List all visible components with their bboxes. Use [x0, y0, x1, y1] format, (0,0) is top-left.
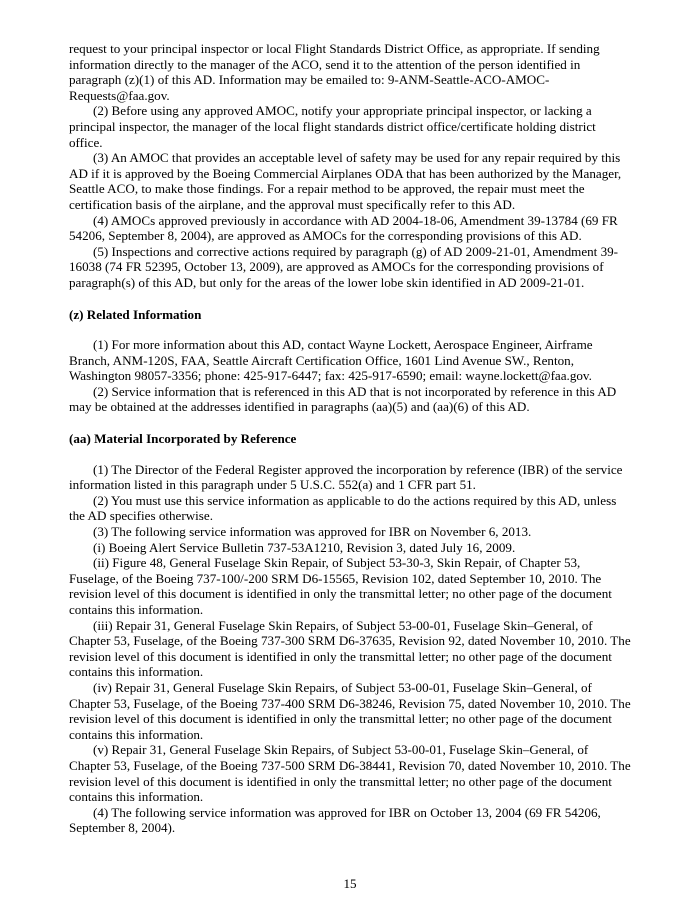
section-aa-heading: (aa) Material Incorporated by Reference: [69, 431, 297, 447]
page-number: 15: [343, 876, 357, 891]
section-z-heading: (z) Related Information: [69, 306, 202, 322]
paragraph-y-2: (2) Before using any approved AMOC, notify your appropriate principal inspector, or lacking a principal inspector, the manager of the local flight standards district office/certificate holding district office.: [69, 103, 596, 150]
paragraph-aa-2: (2) You must use this service information as applicable to do the actions required by this AD, unless the AD specifies otherwise.: [69, 492, 617, 524]
paragraph-aa-3-iv: (iv) Repair 31, General Fuselage Skin Repairs, of Subject 53-00-01, Fuselage Skin–General, of Chapter 53, Fuselage, of the Boeing 737-400 SRM D6-38246, Revision 75, dated November 10, 2010. The revision level of this document is identified in only the transmittal letter; no other page of the document contains this information.: [69, 679, 631, 742]
paragraph-aa-3-iii: (iii) Repair 31, General Fuselage Skin Repairs, of Subject 53-00-01, Fuselage Skin–General, of Chapter 53, Fuselage, of the Boeing 737-300 SRM D6-37635, Revision 92, dated November 10, 2010. The revision level of this document is identified in only the transmittal letter; no other page of the document contains this information.: [69, 617, 631, 680]
paragraph-z-2: (2) Service information that is referenced in this AD that is not incorporated by reference in this AD may be obtained at the addresses identified in paragraphs (aa)(5) and (aa)(6) of this AD.: [69, 383, 617, 415]
paragraph-aa-3-v: (v) Repair 31, General Fuselage Skin Repairs, of Subject 53-00-01, Fuselage Skin–General, of Chapter 53, Fuselage, of the Boeing 737-500 SRM D6-38441, Revision 70, dated November 10, 2010. The revision level of this document is identified in only the transmittal letter; no other page of the document contains this information.: [69, 742, 631, 805]
page-body: [69, 41, 632, 836]
paragraph-aa-3-ii: (ii) Figure 48, General Fuselage Skin Repair, of Subject 53-30-3, Skin Repair, of Chapter 53, Fuselage, of the Boeing 737-100/-200 SRM D6-15565, Revision 102, dated September 10, 2010. The revision level of this document is identified in only the transmittal letter; no other page of the document contains this information.: [69, 555, 612, 617]
paragraph-aa-3-i: (i) Boeing Alert Service Bulletin 737-53A1210, Revision 3, dated July 16, 2009.: [93, 539, 516, 555]
paragraph-continued: request to your principal inspector or local Flight Standards District Office, as appropriate. If sending information directly to the manager of the ACO, send it to the attention of the person identified in paragraph (z)(1) of this AD. Information may be emailed to: 9-ANM-Seattle-ACO-AMOC-Requests@faa.gov.: [69, 41, 600, 103]
paragraph-y-4: (4) AMOCs approved previously in accordance with AD 2004-18-06, Amendment 39-13784 (69 FR 54206, September 8, 2004), are approved as AMOCs for the corresponding provisions of this AD.: [69, 212, 618, 244]
paragraph-y-5: (5) Inspections and corrective actions required by paragraph (g) of AD 2009-21-01, Amendment 39-16038 (74 FR 52395, October 13, 2009), are approved as AMOCs for the corresponding provisions of paragraph(s) of this AD, but only for the areas of the lower lobe skin identified in AD 2009-21-01.: [69, 243, 619, 290]
paragraph-aa-3: (3) The following service information was approved for IBR on November 6, 2013.: [93, 524, 532, 540]
paragraph-y-3: (3) An AMOC that provides an acceptable level of safety may be used for any repair required by this AD if it is approved by the Boeing Commercial Airplanes ODA that has been authorized by the Manager, Seattle ACO, to make those findings. For a repair method to be approved, the repair must meet the certification basis of the airplane, and the approval must specifically refer to this AD.: [69, 150, 622, 212]
paragraph-z-1: (1) For more information about this AD, contact Wayne Lockett, Aerospace Engineer, Airframe Branch, ANM-120S, FAA, Seattle Aircraft Certification Office, 1601 Lind Avenue SW., Renton, Washington 98057-3356; phone: 425-917-6447; fax: 425-917-6590; email: wayne.lockett@faa.gov.: [69, 337, 593, 384]
paragraph-aa-1: (1) The Director of the Federal Register approved the incorporation by reference (IBR) of the service information listed in this paragraph under 5 U.S.C. 552(a) and 1 CFR part 51.: [69, 461, 623, 493]
paragraph-aa-4: (4) The following service information was approved for IBR on October 13, 2004 (69 FR 54206, September 8, 2004).: [69, 804, 601, 836]
